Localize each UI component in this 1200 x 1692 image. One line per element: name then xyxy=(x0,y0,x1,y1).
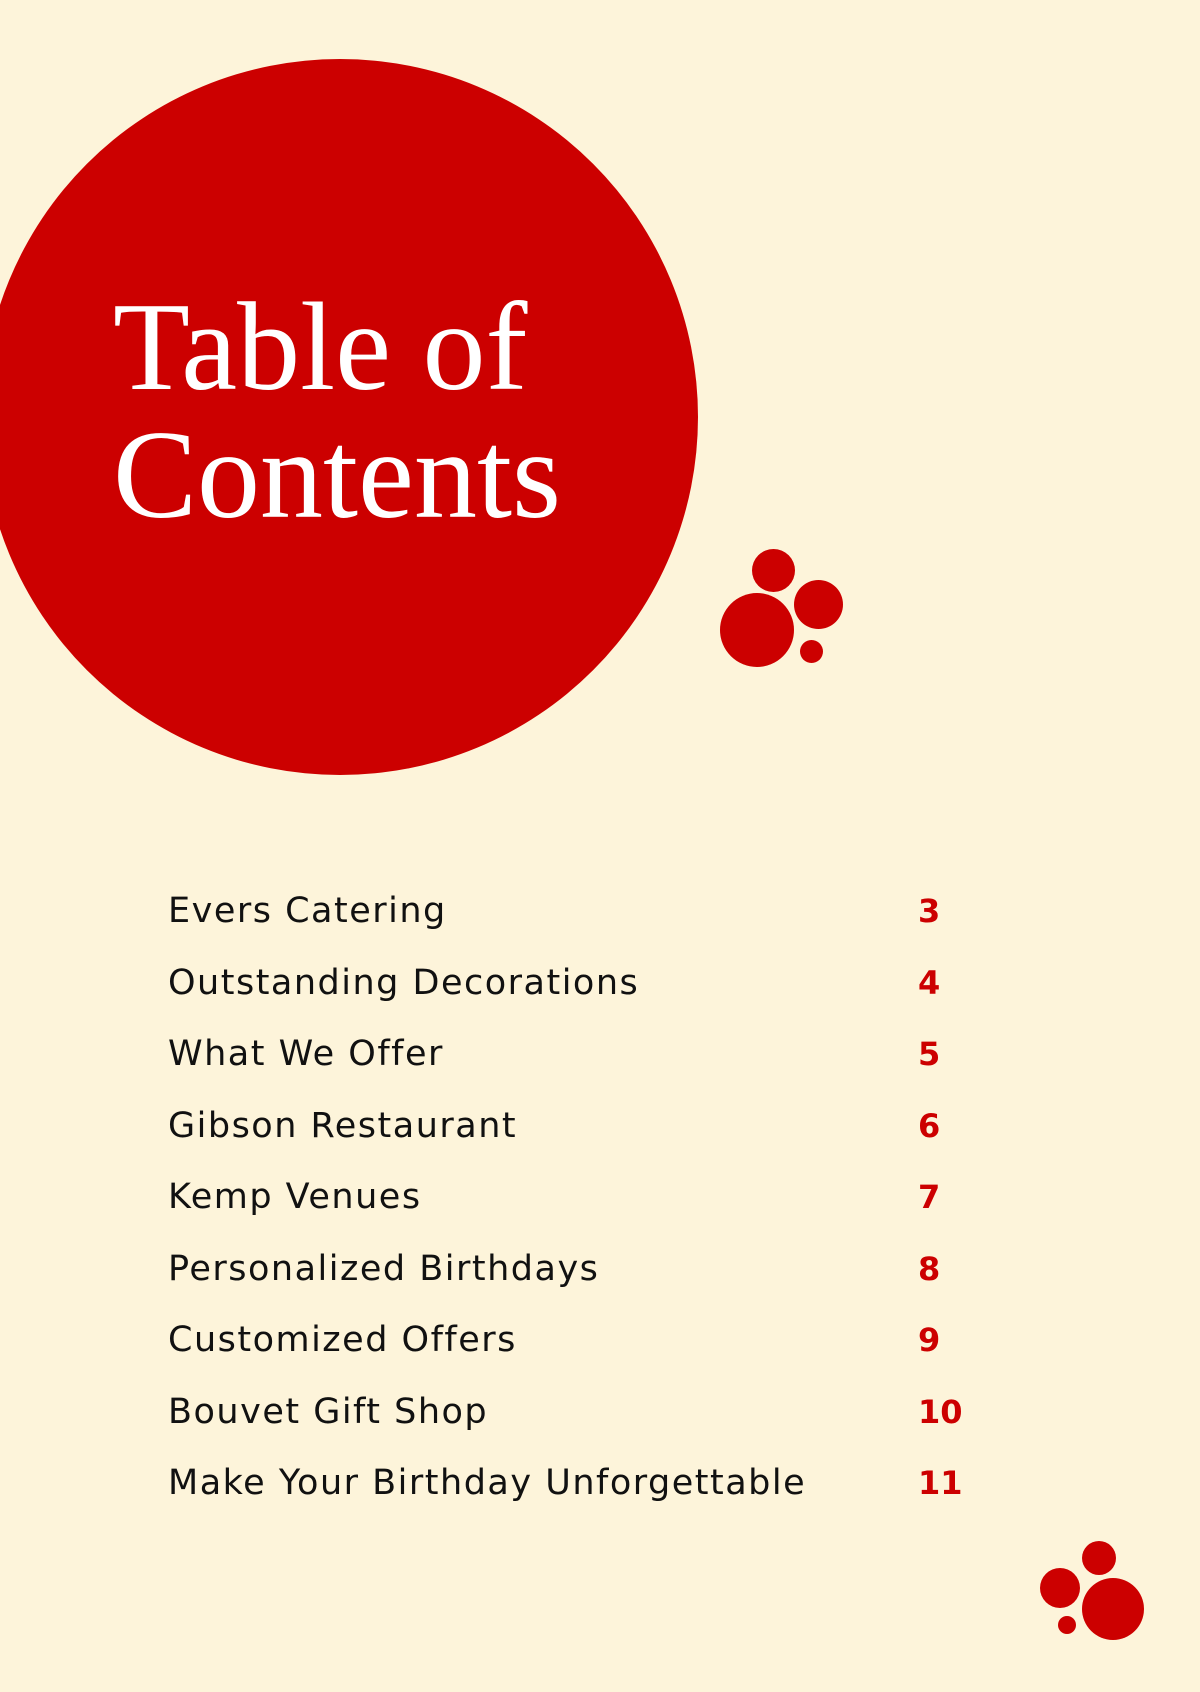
toc-entry-title: Make Your Birthday Unforgettable xyxy=(168,1463,807,1503)
dot xyxy=(752,549,795,592)
toc-entry-page: 11 xyxy=(918,1464,963,1502)
toc-entry[interactable] xyxy=(168,1239,978,1299)
toc-entry-title: Evers Catering xyxy=(168,891,447,931)
toc-entry[interactable] xyxy=(168,1096,978,1156)
toc-entry-page: 4 xyxy=(918,964,941,1002)
page-title: Table of Contents xyxy=(113,278,562,545)
toc-entry-page: 7 xyxy=(918,1178,941,1216)
dot xyxy=(794,580,843,629)
toc-entry[interactable] xyxy=(168,881,978,941)
toc-entry-page: 3 xyxy=(918,892,941,930)
toc-entry[interactable] xyxy=(168,1453,978,1513)
dot xyxy=(1082,1578,1144,1640)
dot xyxy=(1058,1616,1076,1634)
toc-entry[interactable] xyxy=(168,1310,978,1370)
toc-entry-title: Customized Offers xyxy=(168,1320,517,1360)
toc-entry-title: Outstanding Decorations xyxy=(168,963,640,1003)
toc-entry[interactable] xyxy=(168,1024,978,1084)
dot xyxy=(720,593,794,667)
dot xyxy=(1040,1568,1080,1608)
toc-entry-title: Kemp Venues xyxy=(168,1177,422,1217)
toc-entry-page: 9 xyxy=(918,1321,941,1359)
toc-entry-page: 10 xyxy=(918,1393,963,1431)
toc-entry[interactable] xyxy=(168,1382,978,1442)
toc-entry-page: 6 xyxy=(918,1107,941,1145)
dot xyxy=(800,640,823,663)
toc-entry-title: Bouvet Gift Shop xyxy=(168,1392,489,1432)
toc-entry-page: 8 xyxy=(918,1250,941,1288)
toc-entry-title: Gibson Restaurant xyxy=(168,1106,518,1146)
toc-entry-title: Personalized Birthdays xyxy=(168,1249,600,1289)
toc-entry[interactable] xyxy=(168,1167,978,1227)
toc-entry[interactable] xyxy=(168,953,978,1013)
dot xyxy=(1082,1541,1116,1575)
toc-entry-page: 5 xyxy=(918,1035,941,1073)
toc-entry-title: What We Offer xyxy=(168,1034,444,1074)
